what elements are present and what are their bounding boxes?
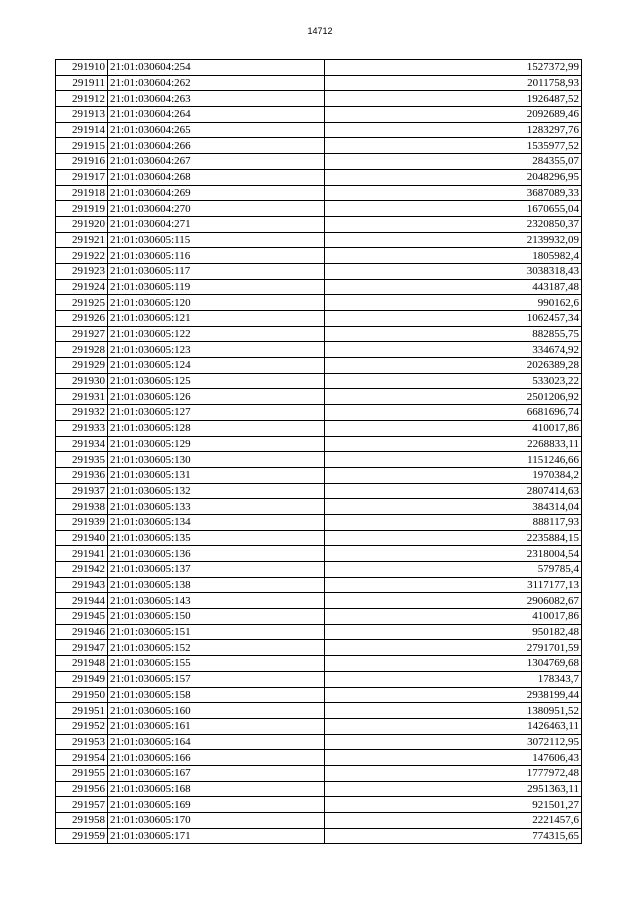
cadastral-number: 21:01:030605:132: [108, 483, 325, 499]
table-row: [56, 185, 582, 201]
cadastral-value: 1062457,34: [325, 311, 582, 327]
table-row: [56, 687, 582, 703]
cadastral-value: 2951363,11: [325, 781, 582, 797]
cadastral-number: 21:01:030604:269: [108, 185, 325, 201]
table-row: [56, 593, 582, 609]
row-number: 291953: [56, 734, 108, 750]
cadastral-number: 21:01:030605:124: [108, 358, 325, 374]
cadastral-number: 21:01:030604:267: [108, 154, 325, 170]
cadastral-number: 21:01:030605:128: [108, 420, 325, 436]
cadastral-value: 2139932,09: [325, 232, 582, 248]
cadastral-value: 384314,04: [325, 499, 582, 515]
cadastral-value: 1151246,66: [325, 452, 582, 468]
table-row: [56, 750, 582, 766]
cadastral-value: 950182,48: [325, 624, 582, 640]
cadastral-number: 21:01:030604:271: [108, 216, 325, 232]
row-number: 291955: [56, 765, 108, 781]
table-row: [56, 248, 582, 264]
row-number: 291958: [56, 813, 108, 829]
cadastral-value: 921501,27: [325, 797, 582, 813]
cadastral-value: 2235884,15: [325, 530, 582, 546]
row-number: 291934: [56, 436, 108, 452]
cadastral-number: 21:01:030605:158: [108, 687, 325, 703]
cadastral-number: 21:01:030605:169: [108, 797, 325, 813]
cadastral-number: 21:01:030604:268: [108, 169, 325, 185]
cadastral-value: 2807414,63: [325, 483, 582, 499]
table-row: [56, 75, 582, 91]
cadastral-value: 410017,86: [325, 609, 582, 625]
cadastral-value: 882855,75: [325, 326, 582, 342]
table-row: [56, 781, 582, 797]
cadastral-value: 443187,48: [325, 279, 582, 295]
table-row: [56, 609, 582, 625]
row-number: 291936: [56, 467, 108, 483]
table-row: [56, 169, 582, 185]
table-row: [56, 624, 582, 640]
row-number: 291944: [56, 593, 108, 609]
table-row: [56, 373, 582, 389]
table-row: [56, 138, 582, 154]
cadastral-value: 990162,6: [325, 295, 582, 311]
row-number: 291945: [56, 609, 108, 625]
cadastral-number: 21:01:030605:122: [108, 326, 325, 342]
table-row: [56, 530, 582, 546]
cadastral-number: 21:01:030604:266: [108, 138, 325, 154]
cadastral-value: 1970384,2: [325, 467, 582, 483]
cadastral-value: 3687089,33: [325, 185, 582, 201]
table-row: [56, 718, 582, 734]
row-number: 291954: [56, 750, 108, 766]
cadastral-value: 2092689,46: [325, 107, 582, 123]
row-number: 291914: [56, 122, 108, 138]
table-row: [56, 216, 582, 232]
table-row: [56, 562, 582, 578]
row-number: 291931: [56, 389, 108, 405]
cadastral-value: 1527372,99: [325, 60, 582, 76]
row-number: 291937: [56, 483, 108, 499]
row-number: 291916: [56, 154, 108, 170]
table-row: [56, 671, 582, 687]
table-row: [56, 263, 582, 279]
row-number: 291926: [56, 311, 108, 327]
table-row: [56, 828, 582, 844]
row-number: 291938: [56, 499, 108, 515]
cadastral-number: 21:01:030605:133: [108, 499, 325, 515]
cadastral-value: 6681696,74: [325, 405, 582, 421]
table-row: [56, 813, 582, 829]
cadastral-value: 2221457,6: [325, 813, 582, 829]
row-number: 291923: [56, 263, 108, 279]
table-row: [56, 107, 582, 123]
row-number: 291928: [56, 342, 108, 358]
cadastral-value: 1380951,52: [325, 703, 582, 719]
cadastral-number: 21:01:030605:161: [108, 718, 325, 734]
cadastral-value: 533023,22: [325, 373, 582, 389]
page-number: 14712: [307, 26, 333, 36]
row-number: 291918: [56, 185, 108, 201]
cadastral-number: 21:01:030605:123: [108, 342, 325, 358]
table-row: [56, 122, 582, 138]
table-row: [56, 91, 582, 107]
cadastral-value: 3038318,43: [325, 263, 582, 279]
cadastral-number: 21:01:030605:166: [108, 750, 325, 766]
cadastral-number: 21:01:030604:270: [108, 201, 325, 217]
row-number: 291933: [56, 420, 108, 436]
cadastral-number: 21:01:030605:160: [108, 703, 325, 719]
table-row: [56, 279, 582, 295]
row-number: 291929: [56, 358, 108, 374]
cadastral-number: 21:01:030605:171: [108, 828, 325, 844]
row-number: 291922: [56, 248, 108, 264]
cadastral-number: 21:01:030604:254: [108, 60, 325, 76]
cadastral-number: 21:01:030605:126: [108, 389, 325, 405]
cadastral-number: 21:01:030605:120: [108, 295, 325, 311]
row-number: 291956: [56, 781, 108, 797]
cadastral-number: 21:01:030605:143: [108, 593, 325, 609]
cadastral-number: 21:01:030605:119: [108, 279, 325, 295]
cadastral-value: 2501206,92: [325, 389, 582, 405]
row-number: 291911: [56, 75, 108, 91]
cadastral-number: 21:01:030605:150: [108, 609, 325, 625]
table-row: [56, 154, 582, 170]
cadastral-value: 1535977,52: [325, 138, 582, 154]
row-number: 291959: [56, 828, 108, 844]
table-row: [56, 734, 582, 750]
cadastral-number: 21:01:030605:115: [108, 232, 325, 248]
table-row: [56, 60, 582, 76]
table-row: [56, 405, 582, 421]
cadastral-number: 21:01:030605:127: [108, 405, 325, 421]
cadastral-number: 21:01:030605:135: [108, 530, 325, 546]
cadastral-value: 2011758,93: [325, 75, 582, 91]
cadastral-value: 1777972,48: [325, 765, 582, 781]
cadastral-value: 1805982,4: [325, 248, 582, 264]
cadastral-number: 21:01:030604:264: [108, 107, 325, 123]
cadastral-value: 410017,86: [325, 420, 582, 436]
cadastral-value-table: [55, 59, 582, 844]
row-number: 291920: [56, 216, 108, 232]
table-row: [56, 514, 582, 530]
row-number: 291921: [56, 232, 108, 248]
cadastral-number: 21:01:030605:130: [108, 452, 325, 468]
table-row: [56, 703, 582, 719]
cadastral-value: 2791701,59: [325, 640, 582, 656]
row-number: 291930: [56, 373, 108, 389]
cadastral-number: 21:01:030605:170: [108, 813, 325, 829]
cadastral-number: 21:01:030605:168: [108, 781, 325, 797]
table-row: [56, 201, 582, 217]
cadastral-value: 147606,43: [325, 750, 582, 766]
cadastral-value: 2938199,44: [325, 687, 582, 703]
table-row: [56, 436, 582, 452]
row-number: 291919: [56, 201, 108, 217]
row-number: 291942: [56, 562, 108, 578]
row-number: 291951: [56, 703, 108, 719]
cadastral-number: 21:01:030604:262: [108, 75, 325, 91]
cadastral-value: 2268833,11: [325, 436, 582, 452]
row-number: 291946: [56, 624, 108, 640]
table-row: [56, 358, 582, 374]
row-number: 291940: [56, 530, 108, 546]
table-row: [56, 546, 582, 562]
table-row: [56, 342, 582, 358]
row-number: 291924: [56, 279, 108, 295]
row-number: 291932: [56, 405, 108, 421]
row-number: 291950: [56, 687, 108, 703]
row-number: 291952: [56, 718, 108, 734]
table-body: [56, 60, 582, 844]
table-row: [56, 420, 582, 436]
cadastral-value: 2906082,67: [325, 593, 582, 609]
cadastral-value: 178343,7: [325, 671, 582, 687]
table-row: [56, 765, 582, 781]
cadastral-number: 21:01:030604:263: [108, 91, 325, 107]
row-number: 291948: [56, 656, 108, 672]
table-row: [56, 389, 582, 405]
cadastral-number: 21:01:030605:117: [108, 263, 325, 279]
row-number: 291947: [56, 640, 108, 656]
cadastral-value: 284355,07: [325, 154, 582, 170]
table-row: [56, 326, 582, 342]
cadastral-value: 2318004,54: [325, 546, 582, 562]
row-number: 291941: [56, 546, 108, 562]
cadastral-number: 21:01:030605:152: [108, 640, 325, 656]
cadastral-number: 21:01:030605:155: [108, 656, 325, 672]
cadastral-number: 21:01:030605:129: [108, 436, 325, 452]
cadastral-value: 2320850,37: [325, 216, 582, 232]
table-row: [56, 232, 582, 248]
cadastral-number: 21:01:030605:138: [108, 577, 325, 593]
row-number: 291910: [56, 60, 108, 76]
cadastral-value: 1304769,68: [325, 656, 582, 672]
cadastral-number: 21:01:030605:121: [108, 311, 325, 327]
cadastral-value: 774315,65: [325, 828, 582, 844]
cadastral-value: 579785,4: [325, 562, 582, 578]
cadastral-value: 1670655,04: [325, 201, 582, 217]
cadastral-number: 21:01:030605:125: [108, 373, 325, 389]
table-row: [56, 640, 582, 656]
table-row: [56, 452, 582, 468]
row-number: 291925: [56, 295, 108, 311]
cadastral-number: 21:01:030605:137: [108, 562, 325, 578]
cadastral-value: 888117,93: [325, 514, 582, 530]
cadastral-number: 21:01:030605:164: [108, 734, 325, 750]
cadastral-value: 1926487,52: [325, 91, 582, 107]
cadastral-number: 21:01:030604:265: [108, 122, 325, 138]
table-row: [56, 311, 582, 327]
cadastral-value: 1426463,11: [325, 718, 582, 734]
cadastral-value: 1283297,76: [325, 122, 582, 138]
row-number: 291915: [56, 138, 108, 154]
table-row: [56, 797, 582, 813]
row-number: 291927: [56, 326, 108, 342]
cadastral-number: 21:01:030605:134: [108, 514, 325, 530]
table-row: [56, 577, 582, 593]
row-number: 291939: [56, 514, 108, 530]
table-row: [56, 467, 582, 483]
cadastral-number: 21:01:030605:157: [108, 671, 325, 687]
cadastral-value: 3117177,13: [325, 577, 582, 593]
cadastral-value: 2048296,95: [325, 169, 582, 185]
row-number: 291917: [56, 169, 108, 185]
table-row: [56, 483, 582, 499]
row-number: 291949: [56, 671, 108, 687]
cadastral-number: 21:01:030605:151: [108, 624, 325, 640]
row-number: 291913: [56, 107, 108, 123]
cadastral-value: 2026389,28: [325, 358, 582, 374]
row-number: 291943: [56, 577, 108, 593]
table-row: [56, 656, 582, 672]
cadastral-number: 21:01:030605:131: [108, 467, 325, 483]
cadastral-value: 334674,92: [325, 342, 582, 358]
table-row: [56, 499, 582, 515]
row-number: 291935: [56, 452, 108, 468]
cadastral-number: 21:01:030605:167: [108, 765, 325, 781]
cadastral-number: 21:01:030605:136: [108, 546, 325, 562]
cadastral-number: 21:01:030605:116: [108, 248, 325, 264]
cadastral-value: 3072112,95: [325, 734, 582, 750]
table-row: [56, 295, 582, 311]
row-number: 291957: [56, 797, 108, 813]
row-number: 291912: [56, 91, 108, 107]
